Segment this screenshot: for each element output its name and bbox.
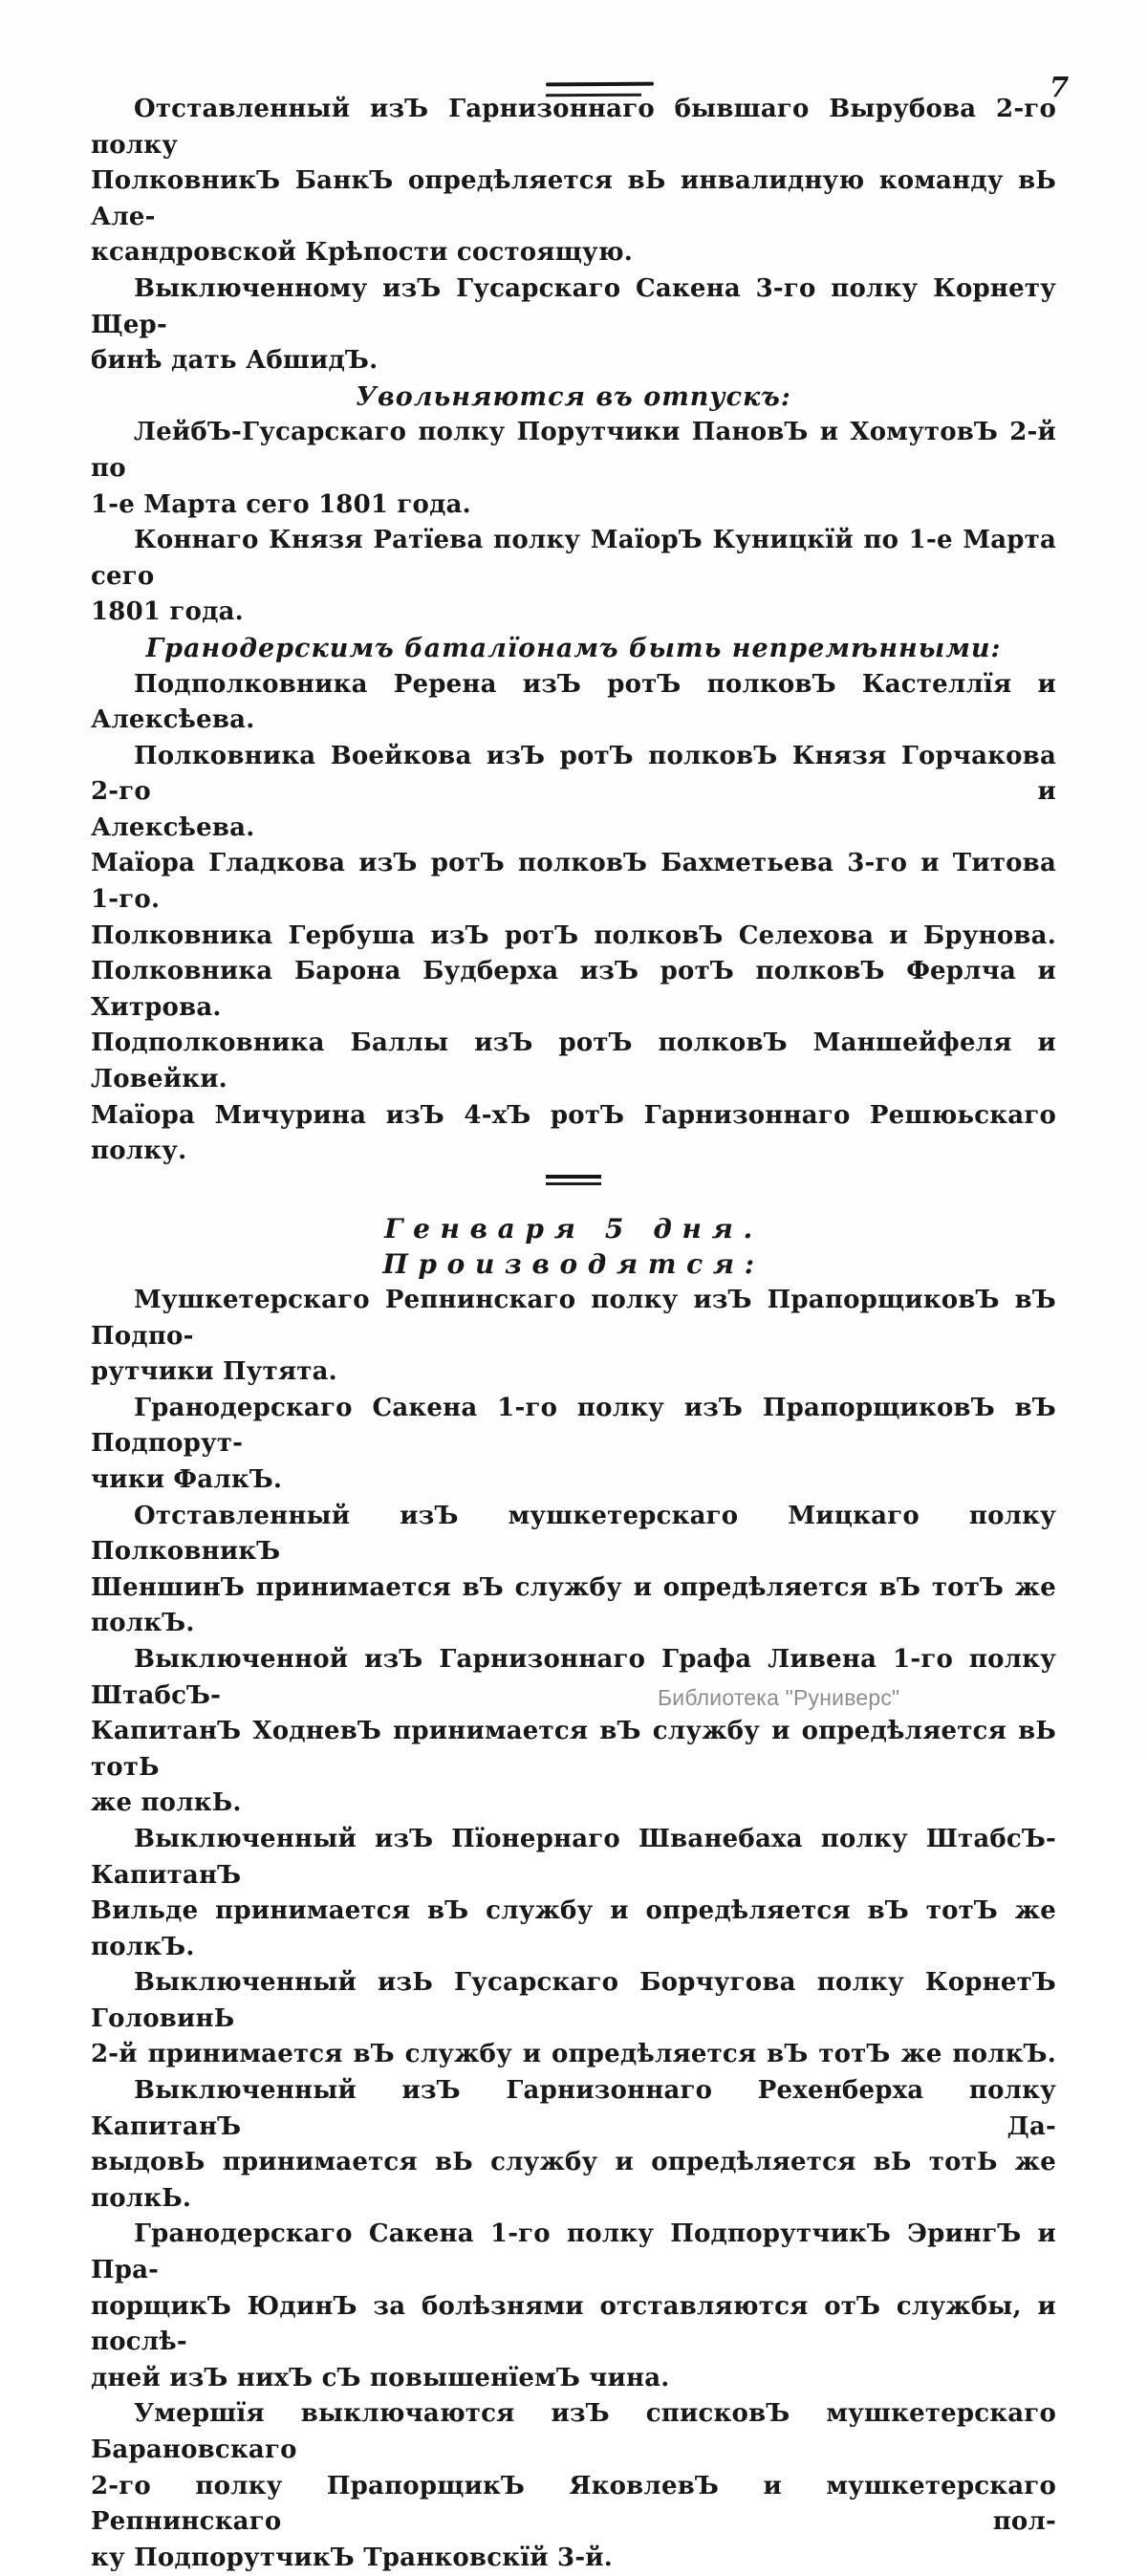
- text-line: Выключенный изЪ Гарнизоннаго Рехенберха полку КапитанЪ Да-: [91, 2076, 1056, 2141]
- text-line: Маїора Гладкова изЪ ротЪ полковЪ Бахметьева 3-го и Титова 1-го.: [91, 849, 1056, 915]
- document-body: [91, 92, 1056, 2576]
- text-line: Полковника Барона Будберха изЪ ротЪ полковЪ Ферлча и Хитрова.: [91, 957, 1056, 1022]
- text-line: Отставленный изЪ мушкетерскаго Мицкаго полку ПолковникЪ: [91, 1501, 1056, 1567]
- text-line: 2-й принимается вЪ службу и опредѣляется вЪ тотЪ же полкЪ.: [91, 2040, 1056, 2069]
- text-line: ксандровской Крѣпости состоящую.: [91, 238, 633, 268]
- text-line: Выключенной изЪ Гарнизоннаго Графа Ливена 1-го полку ШтабсЪ-: [91, 1644, 1056, 1710]
- text-line: Мушкетерскаго Репнинскаго полку изЪ ПрапорщиковЪ вЪ Подпо-: [91, 1286, 1056, 1351]
- heading-promotions: Производятся:: [382, 1248, 765, 1281]
- text-line: выдовЬ принимается вЬ службу и опредѣляется вЬ тотЬ же полкЬ.: [91, 2148, 1056, 2213]
- page-number: 7: [1050, 71, 1070, 103]
- text-line: ШеншинЪ принимается вЪ службу и опредѣляется вЪ тотЪ же полкЪ.: [91, 1572, 1056, 1638]
- text-line: 1-е Марта сего 1801 года.: [91, 489, 471, 519]
- watermark: Библиотека "Руниверс": [658, 1685, 900, 1710]
- header-rule-top: [546, 82, 654, 87]
- text-line: Коннаго Князя Ратїева полку МаїорЪ Куницкїй по 1-е Марта сего: [91, 526, 1056, 591]
- text-line: ку ПодпорутчикЪ Транковскїй 3-й.: [91, 2543, 614, 2572]
- heading-furlough: Увольняются въ отпускъ:: [356, 381, 791, 412]
- text-line: чики ФалкЪ.: [91, 1464, 283, 1494]
- text-line: Гранодерскаго Сакена 1-го полку ПодпорутчикЪ ЭрингЪ и Пра-: [91, 2219, 1056, 2285]
- text-line: бинѣ дать АбшидЪ.: [91, 346, 379, 376]
- section-divider: [546, 1175, 601, 1185]
- text-line: ПолковникЪ БанкЪ опредѣляется вЬ инвалидную команду вЬ Але-: [91, 166, 1056, 231]
- text-line: Алексѣева.: [91, 812, 255, 842]
- text-line: порщикЪ ЮдинЪ за болѣзнями отставляются отЪ службы, и послѣ-: [91, 2291, 1056, 2357]
- text-line: Подполковника Ререна изЪ ротЪ полковЪ Кастеллїя и Алексѣева.: [91, 669, 1056, 735]
- text-line: Выключенному изЪ Гусарскаго Сакена 3-го полку Корнету Щер-: [91, 273, 1056, 339]
- text-line: Вильде принимается вЪ службу и опредѣляется вЪ тотЪ же полкЪ.: [91, 1896, 1056, 1961]
- heading-date: Генваря 5 дня.: [384, 1212, 763, 1245]
- text-line: рутчики Путята.: [91, 1357, 337, 1387]
- text-line: дней изЪ нихЪ сЪ повышенїемЪ чина.: [91, 2363, 670, 2392]
- text-line: Полковника Гербуша изЪ ротЪ полковЪ Селехова и Брунова.: [91, 920, 1056, 950]
- text-line: Маїора Мичурина изЪ 4-хЪ ротЪ Гарнизоннаго Решюьскаго полку.: [91, 1100, 1056, 1166]
- text-line: Умершїя выключаются изЪ списковЪ мушкетерскаго Барановскаго: [91, 2399, 1056, 2464]
- text-line: Отставленный изЪ Гарнизоннаго бывшаго Вырубова 2-го полку: [91, 95, 1056, 160]
- text-line: Выключенный изЪ Пїонернаго Шванебаха полку ШтабсЪ-КапитанЪ: [91, 1824, 1056, 1890]
- text-line: 1801 года.: [91, 597, 244, 627]
- text-line: КапитанЪ ХодневЪ принимается вЪ службу и опредѣляется вЬ тотЬ: [91, 1717, 1056, 1782]
- text-line: Выключенный изЬ Гусарскаго Борчугова полку КорнетЪ ГоловинЬ: [91, 1968, 1056, 2033]
- text-line: же полкЬ.: [91, 1788, 242, 1818]
- text-line: Гранодерскаго Сакена 1-го полку изЪ ПрапорщиковЪ вЪ Подпорут-: [91, 1393, 1056, 1459]
- heading-grenadier-battalions: Гранодерскимъ баталїонамъ быть непремѣнными:: [145, 633, 1002, 663]
- text-line: Полковника Воейкова изЪ ротЪ полковЪ Князя Горчакова 2-го и: [91, 741, 1056, 807]
- text-line: Подполковника Баллы изЪ ротЪ полковЪ Маншейфеля и Ловейки.: [91, 1028, 1056, 1094]
- text-line: 2-го полку ПрапорщикЪ ЯковлевЪ и мушкетерскаго Репнинскаго пол-: [91, 2471, 1056, 2537]
- text-line: ЛейбЪ-Гусарскаго полку Порутчики ПановЪ и ХомутовЪ 2-й по: [91, 418, 1056, 483]
